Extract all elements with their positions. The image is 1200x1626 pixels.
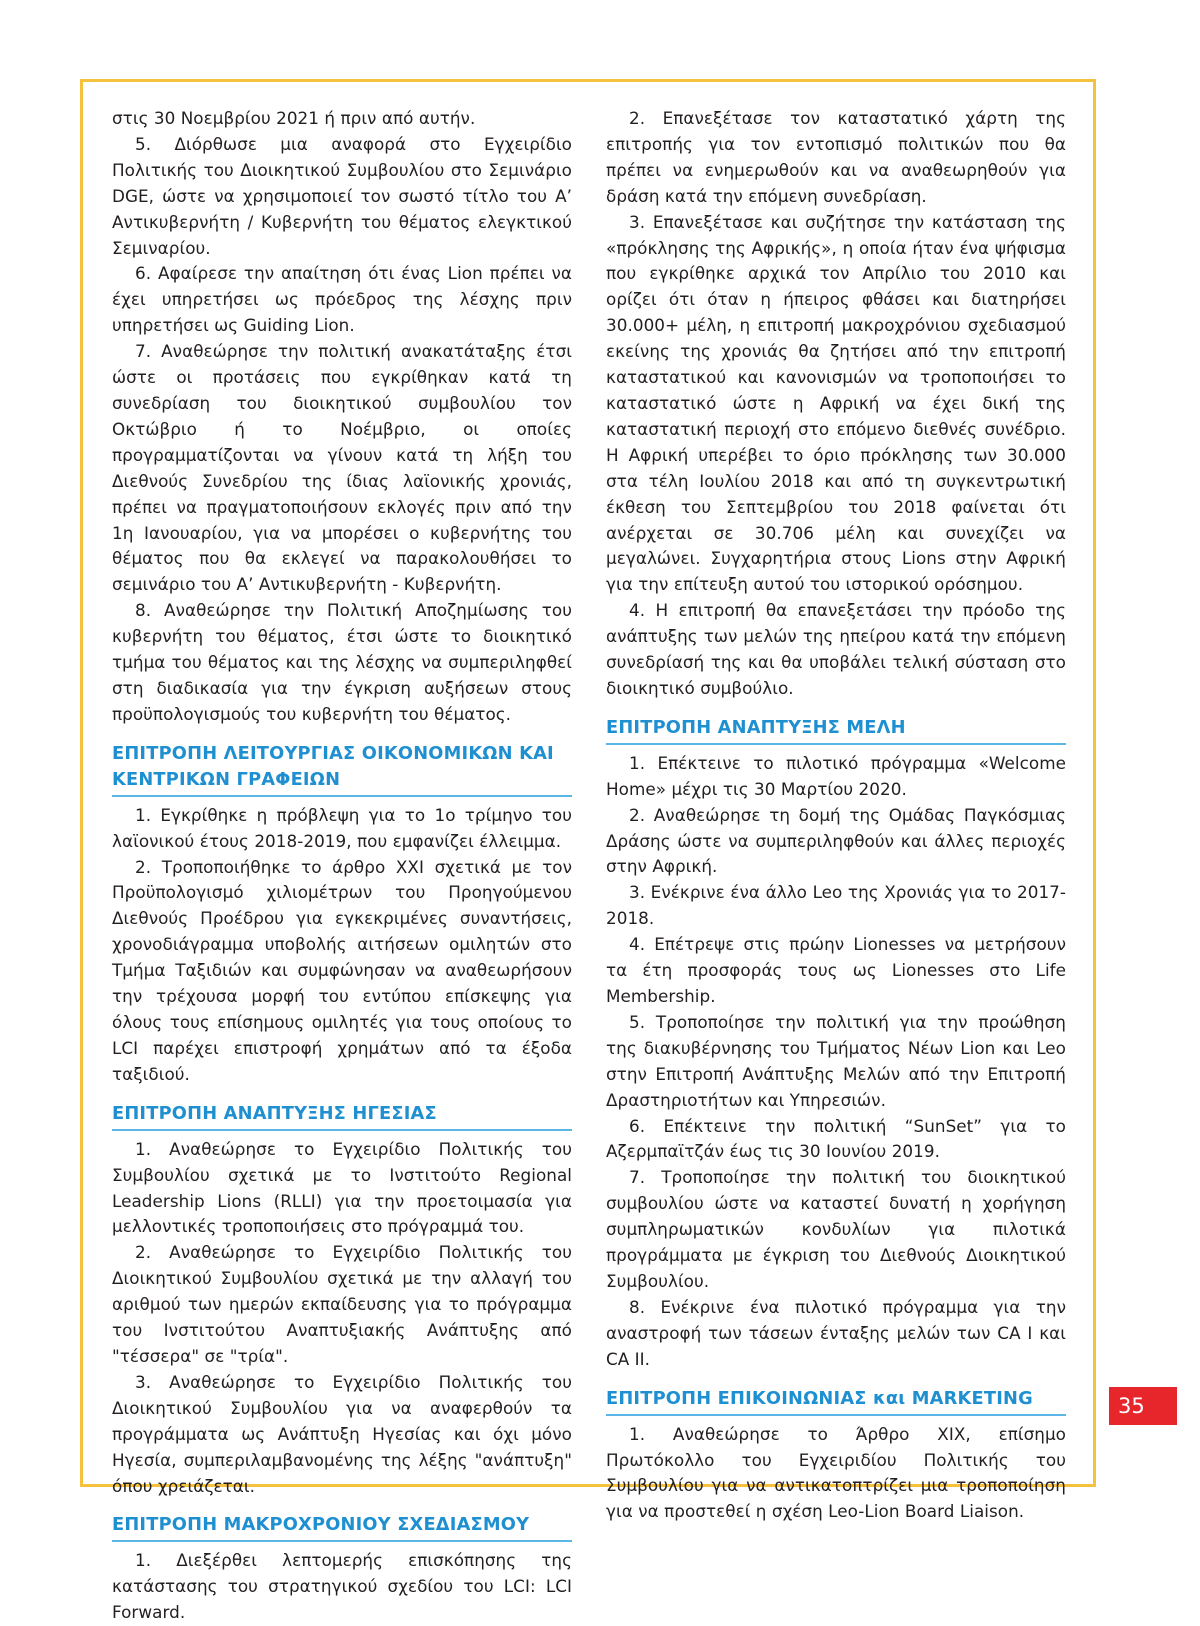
paragraph: 6. Επέκτεινε την πολιτική “SunSet” για το Αζερμπαϊτζάν έως τις 30 Ιουνίου 2019. [606, 1115, 1066, 1162]
page-number: 35 [1109, 1387, 1177, 1425]
paragraph: 6. Αφαίρεσε την απαίτηση ότι ένας Lion πρέπει να έχει υπηρετήσει ως πρόεδρος της λέσχης πριν υπηρετήσει ως Guiding Lion. [112, 263, 572, 336]
paragraph: 2. Αναθεώρησε τη δομή της Ομάδας Παγκόσμιας Δράσης ώστε να συμπεριληφθούν και άλλες περιοχές στην Αφρική. [606, 804, 1066, 877]
right-column [606, 106, 1066, 1525]
paragraph: 1. Επέκτεινε το πιλοτικό πρόγραμμα «Welcome Home» μέχρι τις 30 Μαρτίου 2020. [606, 752, 1066, 799]
paragraph: 8. Ενέκρινε ένα πιλοτικό πρόγραμμα για την αναστροφή των τάσεων ένταξης μελών των CA I και CA II. [606, 1296, 1066, 1369]
paragraph: 2. Τροποποιήθηκε το άρθρο XXI σχετικά με τον Προϋπολογισμό χιλιομέτρων του Προηγούμενου Διεθνούς Προέδρου για εγκεκριμένες συναντήσεις, χρονοδιάγραμμα υποβολής αιτήσεων ομιλητών στο Τμήμα Ταξιδιών και συμφώνησαν να αναθεωρήσουν την τρέχουσα μορφή του εντύπου επίσκεψης για όλους τους επίσημους ομιλητές για τους οποίους το LCI παρέχει επιστροφή χρημάτων από τα έξοδα ταξιδιού. [112, 856, 572, 1084]
paragraph: στις 30 Νοεμβρίου 2021 ή πριν από αυτήν. [112, 108, 476, 128]
paragraph: 4. Επέτρεψε στις πρώην Lionesses να μετρήσουν τα έτη προσφοράς τους ως Lionesses στο Life Membership. [606, 934, 1066, 1006]
section-heading: ΕΠΙΤΡΟΠΗ ΜΑΚΡΟΧΡΟΝΙΟΥ ΣΧΕΔΙΑΣΜΟΥ [112, 1512, 572, 1542]
paragraph: 1. Αναθεώρησε το Εγχειρίδιο Πολιτικής του Συμβουλίου σχετικά με το Ινστιτούτο Regional Leadership Lions (RLLI) για την προετοιμασία για μελλοντικές τροποποιήσεις στο πρόγραμμά του. [112, 1138, 572, 1237]
paragraph: 5. Τροποποίησε την πολιτική για την προώθηση της διακυβέρνησης του Τμήματος Νέων Lion και Leo στην Επιτροπή Ανάπτυξης Μελών από την Επιτροπή Δραστηριοτήτων και Υπηρεσιών. [606, 1011, 1066, 1110]
paragraph: 3. Αναθεώρησε το Εγχειρίδιο Πολιτικής του Διοικητικού Συμβουλίου για να αναφερθούν τα προγράμματα ως Ανάπτυξη Ηγεσίας και όχι μόνο Ηγεσία, συμπεριλαμβανομένης της λέξης "ανάπτυξη" όπου χρειάζεται. [112, 1371, 572, 1496]
paragraph: 4. Η επιτροπή θα επανεξετάσει την πρόοδο της ανάπτυξης των μελών της ηπείρου κατά την επόμενη συνεδρίασή της και θα υποβάλει τελική σύσταση στο διοικητικό συμβούλιο. [606, 600, 1066, 698]
left-column [112, 106, 572, 1626]
paragraph: 3. Επανεξέτασε και συζήτησε την κατάσταση της «πρόκλησης της Αφρικής», η οποία ήταν ένα ψήφισμα που εγκρίθηκε αρχικά τον Απρίλιο του 2010 και ορίζει ότι όταν η ήπειρος φθάσει και διατηρήσει 30.000+ μέλη, η επιτροπή μακροχρόνιου σχεδιασμού εκείνης της χρονιάς θα ζητήσει από την επιτροπή καταστατικού και κανονισμών να τροποποιήσει το καταστατικό ώστε η Αφρική να έχει δική της καταστατική περιοχή στο επόμενο διεθνές συνέδριο. Η Αφρική υπερέβει το όριο πρόκλησης των 30.000 στα τέλη Ιουλίου 2018 και από τη συγκεντρωτική έκθεση του Σεπτεμβρίου του 2018 φαίνεται ότι ανέρχεται σε 30.706 μέλη και συνεχίζει να μεγαλώνει. Συγχαρητήρια στους Lions στην Αφρική για την επίτευξη αυτού του ιστορικού ορόσημου. [606, 211, 1066, 595]
section-heading: ΕΠΙΤΡΟΠΗ ΛΕΙΤΟΥΡΓΙΑΣ ΟΙΚΟΝΟΜΙΚΩΝ ΚΑΙ ΚΕΝΤΡΙΚΩΝ ΓΡΑΦΕΙΩΝ [112, 741, 572, 797]
paragraph: 8. Αναθεώρησε την Πολιτική Αποζημίωσης του κυβερνήτη του θέματος, έτσι ώστε το διοικητικό τμήμα του θέματος και της λέσχης να συμπεριληφθεί στη διαδικασία για την έγκριση αυξήσεων στους προϋπολογισμούς του κυβερνήτη του θέματος. [112, 600, 572, 724]
section-heading: ΕΠΙΤΡΟΠΗ ΑΝΑΠΤΥΞΗΣ ΜΕΛΗ [606, 715, 1066, 745]
paragraph: 7. Αναθεώρησε την πολιτική ανακατάταξης έτσι ώστε οι προτάσεις που εγκρίθηκαν κατά τη συνεδρίαση του διοικητικού συμβουλίου τον Οκτώβριο ή το Νοέμβριο, οι οποίες προγραμματίζονται να γίνουν κατά τη λήξη του Διεθνούς Συνεδρίου της ίδιας λαϊονικής χρονιάς, πρέπει να πραγματοποιήσουν εκλογές πριν από την 1η Ιανουαρίου, για να μπορέσει ο κυβερνήτης του θέματος που θα εκλεγεί να παρακολουθήσει το σεμινάριο του Α’ Αντικυβερνήτη - Κυβερνήτη. [112, 341, 572, 595]
paragraph: 3. Ενέκρινε ένα άλλο Leo της Χρονιάς για το 2017-2018. [606, 882, 1066, 929]
section-heading: ΕΠΙΤΡΟΠΗ ΑΝΑΠΤΥΞΗΣ ΗΓΕΣΙΑΣ [112, 1101, 572, 1131]
paragraph: 2. Αναθεώρησε το Εγχειρίδιο Πολιτικής του Διοικητικού Συμβουλίου σχετικά με την αλλαγή του αριθμού των ημερών εκπαίδευσης για το πρόγραμμα του Ινστιτούτου Αναπτυξιακής Ανάπτυξης από "τέσσερα" σε "τρία". [112, 1242, 572, 1366]
paragraph: 2. Επανεξέτασε τον καταστατικό χάρτη της επιτροπής για τον εντοπισμό πολιτικών που θα πρέπει να ενημερωθούν και να αναθεωρηθούν για δράση κατά την επόμενη συνεδρίαση. [606, 108, 1066, 206]
paragraph: 1. Αναθεώρησε το Άρθρο XIX, επίσημο Πρωτόκολλο του Εγχειριδίου Πολιτικής του Συμβουλίου για να αντικατοπτρίζει μια τροποποίηση για να προστεθεί η σχέση Leo-Lion Board Liaison. [606, 1423, 1066, 1522]
paragraph: 5. Διόρθωσε μια αναφορά στο Εγχειρίδιο Πολιτικής του Διοικητικού Συμβουλίου στο Σεμινάριο DGE, ώστε να χρησιμοποιεί τον σωστό τίτλο του Α’ Αντικυβερνήτη / Κυβερνήτη του θέματος ελεγκτικού Σεμιναρίου. [112, 133, 572, 258]
paragraph: 1. Διεξέρθει λεπτομερής επισκόπησης της κατάστασης του στρατηγικού σχεδίου του LCI: LCI Forward. [112, 1550, 572, 1623]
paragraph: 7. Τροποποίησε την πολιτική του διοικητικού συμβουλίου ώστε να καταστεί δυνατή η χορήγηση συμπληρωματικών κονδυλίων για πιλοτικά προγράμματα με έγκριση του Διεθνούς Διοικητικού Συμβουλίου. [606, 1167, 1066, 1291]
paragraph: 1. Εγκρίθηκε η πρόβλεψη για το 1ο τρίμηνο του λαϊονικού έτους 2018-2019, που εμφανίζει έλλειμμα. [112, 804, 572, 851]
section-heading: ΕΠΙΤΡΟΠΗ ΕΠΙΚΟΙΝΩΝΙΑΣ και MARKETING [606, 1386, 1066, 1416]
